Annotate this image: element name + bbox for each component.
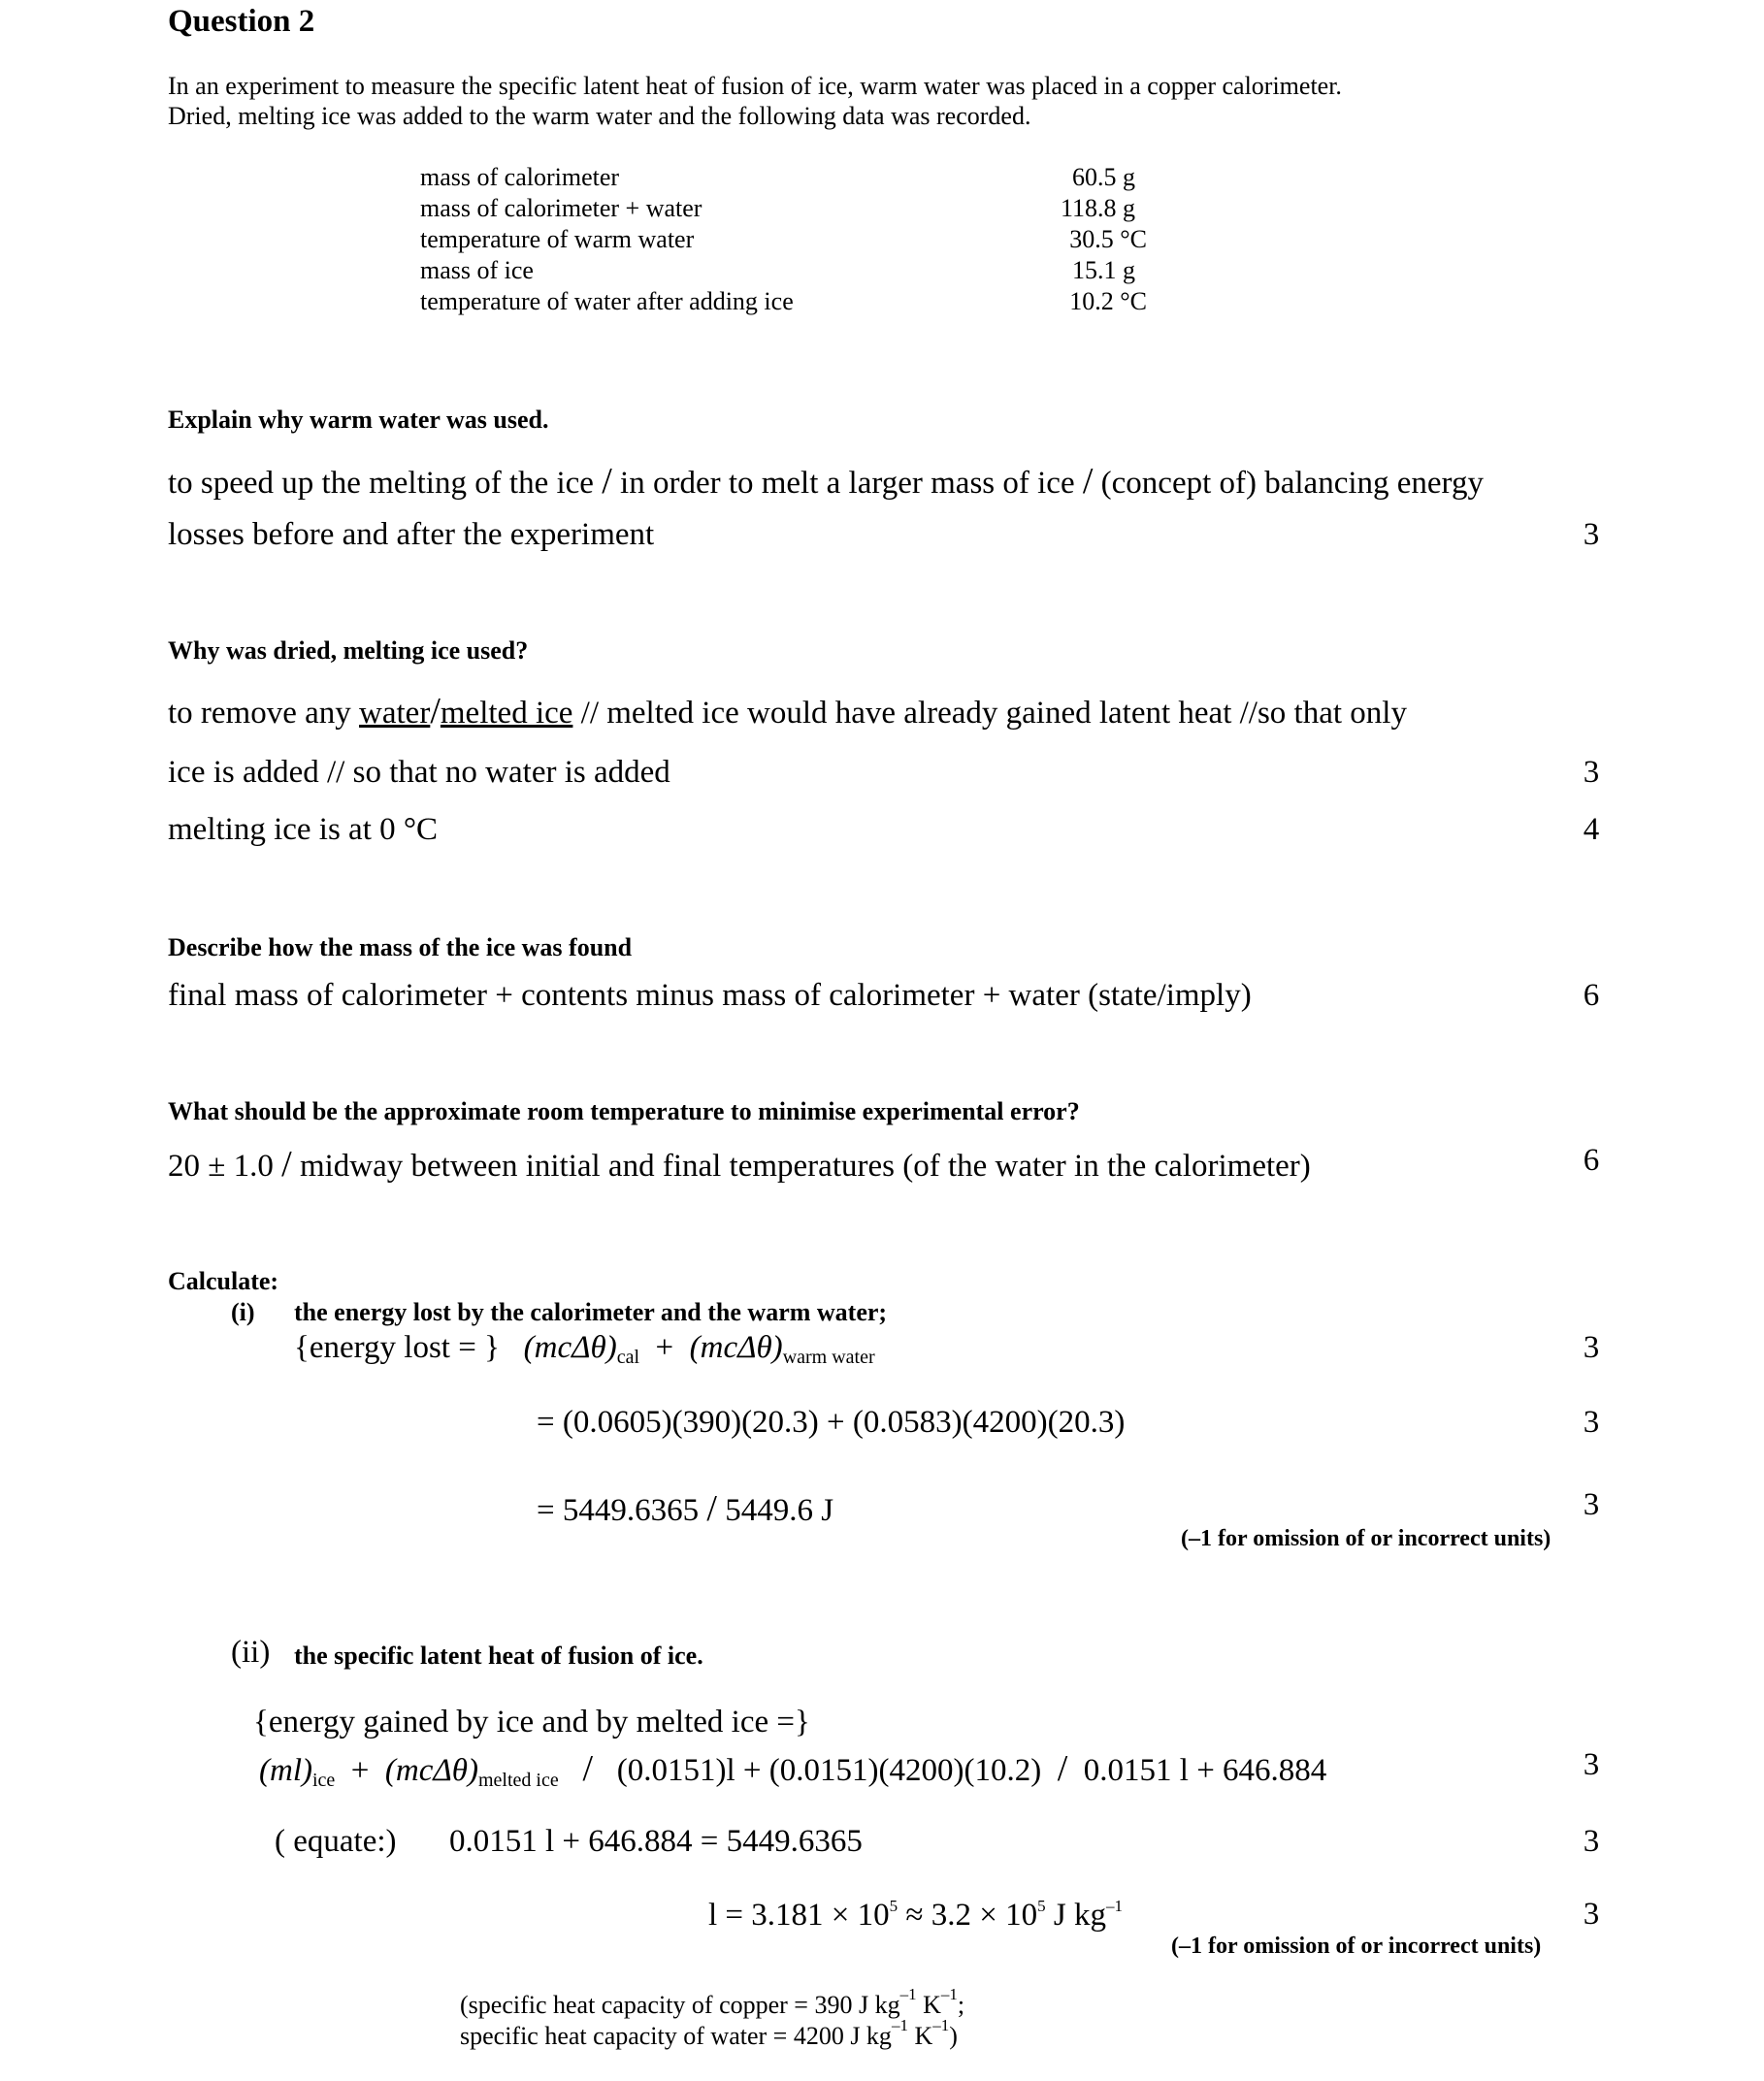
part-i-formula (294, 1330, 875, 1369)
separator: / (1057, 1748, 1068, 1789)
answer-warm-water-line-2: losses before and after the experiment (168, 517, 655, 552)
mark: 3 (1583, 1487, 1600, 1522)
answer-text: 20 ± 1.0 (168, 1149, 274, 1184)
formula-term: (mcΔθ) (523, 1330, 617, 1365)
part-i-text: the energy lost by the calorimeter and the warm water; (294, 1298, 888, 1326)
constants-line-2 (460, 2016, 958, 2051)
latent-heat-result (708, 1897, 1123, 1934)
equate-label: ( equate:) (275, 1824, 397, 1859)
intro-line-2: Dried, melting ice was added to the warm water and the following data was recorded. (168, 102, 1031, 130)
separator: / (582, 1748, 594, 1789)
formula-prefix: {energy lost = } (294, 1330, 500, 1365)
answer-text: (concept of) balancing energy (1100, 466, 1484, 501)
separator: / (430, 691, 441, 732)
superscript: –1 (940, 1985, 958, 2003)
part-ii-energy-gained: {energy gained by ice and by melted ice =} (253, 1705, 810, 1740)
plus-sign: + (655, 1330, 674, 1365)
subscript: melted ice (477, 1770, 559, 1791)
answer-warm-water-line-1 (168, 460, 1484, 503)
subscript: warm water (782, 1347, 875, 1368)
question-warm-water: Explain why warm water was used. (168, 406, 549, 434)
question-room-temperature: What should be the approximate room temperature to minimise experimental error? (168, 1097, 1080, 1125)
superscript: –1 (932, 2016, 950, 2034)
separator: / (1082, 461, 1094, 502)
mark: 6 (1583, 978, 1600, 1013)
answer-room-temperature (168, 1143, 1311, 1186)
separator: / (706, 1488, 717, 1529)
table-row-value: 60.5 g (1072, 163, 1135, 191)
mark: 6 (1583, 1143, 1600, 1178)
result-value: ≈ 3.2 × 10 (898, 1898, 1038, 1933)
table-row-label: mass of ice (420, 256, 534, 284)
part-i-result (537, 1487, 833, 1530)
formula-alt: (0.0151)l + (0.0151)(4200)(10.2) (616, 1753, 1042, 1788)
part-ii-number: (ii) (231, 1635, 271, 1670)
formula-term: (ml) (259, 1753, 312, 1788)
superscript: 5 (1037, 1897, 1046, 1915)
mark: 3 (1583, 1747, 1600, 1782)
table-row-value: 30.5 °C (1069, 225, 1147, 253)
answer-dried-ice-line-3: melting ice is at 0 °C (168, 812, 439, 847)
separator: / (281, 1144, 292, 1185)
mark: 3 (1583, 1330, 1600, 1365)
formula-alt: 0.0151 l + 646.884 (1083, 1753, 1327, 1788)
result-value: = 5449.6365 (537, 1493, 700, 1528)
answer-text: midway between initial and final temperatures (of the water in the calorimeter) (299, 1149, 1311, 1184)
part-i-number: (i) (231, 1298, 255, 1326)
superscript: 5 (889, 1897, 898, 1915)
mark: 3 (1583, 1897, 1600, 1932)
answer-dried-ice-line-2: ice is added // so that no water is added (168, 755, 670, 790)
separator: / (602, 461, 612, 502)
calculate-heading: Calculate: (168, 1267, 279, 1295)
formula-term: (mcΔθ) (384, 1753, 478, 1788)
mark: 4 (1583, 812, 1600, 847)
answer-mass-of-ice: final mass of calorimeter + contents minus mass of calorimeter + water (state/imply) (168, 978, 1252, 1013)
answer-text: in order to melt a larger mass of ice (620, 466, 1075, 501)
question-title: Question 2 (168, 4, 315, 39)
result-value: l = 3.181 × 10 (708, 1898, 890, 1933)
units-note: (–1 for omission of or incorrect units) (1171, 1934, 1542, 1959)
constant-text: specific heat capacity of water = 4200 J kg (460, 2022, 892, 2050)
superscript: –1 (899, 1985, 917, 2003)
table-row-label: mass of calorimeter + water (420, 194, 702, 222)
subscript: ice (311, 1770, 336, 1791)
constants-line-1 (460, 1985, 964, 2020)
equate-equation: 0.0151 l + 646.884 = 5449.6365 (449, 1824, 863, 1859)
plus-sign: + (350, 1753, 370, 1788)
part-ii-text: the specific latent heat of fusion of ice. (294, 1642, 703, 1670)
table-row-label: temperature of warm water (420, 225, 695, 253)
mark: 3 (1583, 1824, 1600, 1859)
question-dried-ice: Why was dried, melting ice used? (168, 636, 529, 665)
table-row-label: mass of calorimeter (420, 163, 620, 191)
constant-text: K (916, 1991, 941, 2019)
constant-text: K (907, 2022, 933, 2050)
answer-text: to remove any (168, 696, 360, 731)
constant-text: ; (957, 1991, 965, 2019)
result-value: 5449.6 J (725, 1493, 834, 1528)
superscript: –1 (891, 2016, 908, 2034)
constant-text: (specific heat capacity of copper = 390 J kg (460, 1991, 900, 2019)
intro-line-1: In an experiment to measure the specific latent heat of fusion of ice, warm water was placed in a copper calorimeter. (168, 72, 1342, 100)
result-unit: J kg (1045, 1898, 1106, 1933)
superscript: –1 (1105, 1897, 1123, 1915)
mark: 3 (1583, 517, 1600, 552)
table-row-value: 15.1 g (1072, 256, 1135, 284)
subscript: cal (616, 1347, 640, 1368)
units-note: (–1 for omission of or incorrect units) (1181, 1526, 1552, 1551)
mark: 3 (1583, 1405, 1600, 1440)
underlined-term: melted ice (440, 696, 573, 731)
underlined-term: water (359, 696, 431, 731)
answer-dried-ice-line-1 (168, 690, 1407, 732)
part-ii-formula (259, 1747, 1326, 1792)
table-row-label: temperature of water after adding ice (420, 287, 794, 315)
constant-text: ) (949, 2022, 958, 2050)
formula-term: (mcΔθ) (689, 1330, 783, 1365)
part-i-substitution: = (0.0605)(390)(20.3) + (0.0583)(4200)(20.3) (537, 1405, 1126, 1440)
mark: 3 (1583, 755, 1600, 790)
table-row-value: 118.8 g (1060, 194, 1135, 222)
question-mass-of-ice: Describe how the mass of the ice was found (168, 933, 633, 961)
answer-text: // melted ice would have already gained latent heat //so that only (572, 696, 1407, 731)
table-row-value: 10.2 °C (1069, 287, 1147, 315)
answer-text: to speed up the melting of the ice (168, 466, 594, 501)
